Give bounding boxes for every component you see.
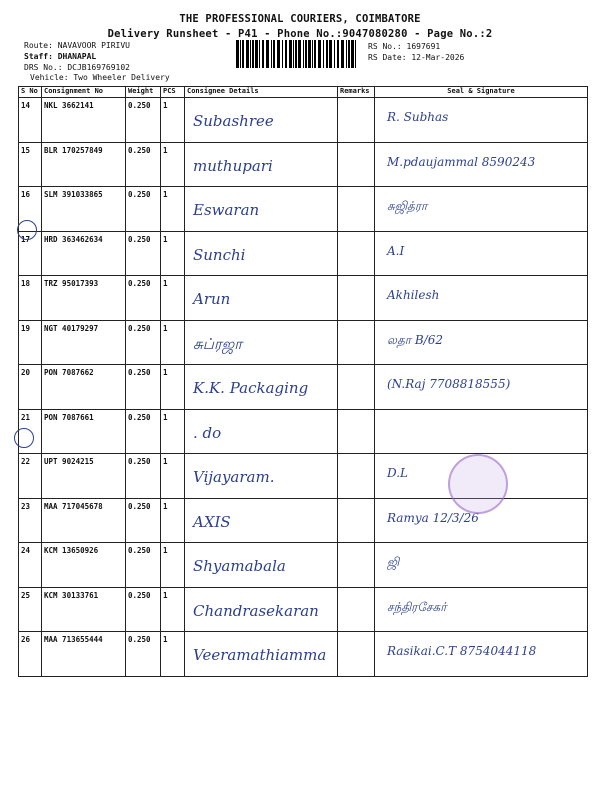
- barcode-bar: [293, 40, 294, 68]
- cell-consignee: [185, 632, 338, 677]
- cell-consignee-text: Veeramathiamma: [193, 646, 327, 664]
- cell-weight: [126, 454, 161, 499]
- cell-signature: [375, 320, 588, 365]
- cell-weight: [126, 409, 161, 454]
- cell-signature-text: லதா B/62: [387, 332, 443, 347]
- table-row: [19, 231, 588, 276]
- cell-consignment-no: [42, 543, 126, 588]
- vehicle-label: Vehicle: Two Wheeler Delivery: [30, 73, 170, 82]
- cell-consignee: [185, 98, 338, 143]
- cell-consignee: [185, 320, 338, 365]
- table-header-row: [19, 87, 588, 98]
- cell-sno: [19, 276, 42, 321]
- barcode-bar: [318, 40, 321, 68]
- cell-consignment-no-text: KCM 13650926: [44, 546, 99, 555]
- cell-pcs: [161, 454, 185, 499]
- cell-pcs-text: 1: [163, 145, 168, 155]
- barcode-bar: [289, 40, 292, 68]
- cell-sno: [19, 632, 42, 677]
- cell-consignee-text: Sunchi: [193, 245, 246, 264]
- circled-mark-17: [17, 220, 37, 240]
- cell-weight-text: 0.250: [128, 323, 151, 333]
- column-header-weight: Weight: [126, 87, 161, 98]
- table-row: [19, 142, 588, 187]
- cell-remarks: [338, 543, 375, 588]
- cell-consignment-no: [42, 632, 126, 677]
- rs-number: RS No.: 1697691: [368, 42, 441, 51]
- cell-signature: [375, 98, 588, 143]
- cell-sno-text: 14: [21, 101, 31, 110]
- barcode-bar: [259, 40, 260, 68]
- cell-sno: [19, 142, 42, 187]
- cell-weight-text: 0.250: [128, 412, 151, 422]
- cell-pcs: [161, 498, 185, 543]
- cell-sno: [19, 498, 42, 543]
- cell-remarks: [338, 320, 375, 365]
- cell-signature: [375, 276, 588, 321]
- cell-consignee-text: K.K. Packaging: [193, 379, 309, 397]
- barcode-bar: [326, 40, 328, 68]
- table-row: [19, 543, 588, 588]
- cell-consignment-no: [42, 320, 126, 365]
- cell-weight-text: 0.250: [128, 368, 151, 377]
- cell-sno-text: 22: [21, 457, 31, 466]
- cell-consignee-text: . do: [193, 423, 222, 442]
- cell-pcs-text: 1: [163, 279, 168, 288]
- barcode-bar: [252, 40, 254, 68]
- cell-signature: [375, 231, 588, 276]
- column-header-consignment: Consignment No: [42, 87, 126, 98]
- barcode-bar: [312, 40, 313, 68]
- barcode-bar: [346, 40, 347, 68]
- cell-consignee-text: Chandrasekaran: [193, 601, 319, 620]
- cell-consignment-no: [42, 231, 126, 276]
- cell-weight: [126, 142, 161, 187]
- barcode-bar: [271, 40, 272, 68]
- cell-remarks: [338, 587, 375, 632]
- barcode-bar: [262, 40, 264, 68]
- cell-sno-text: 16: [21, 190, 31, 199]
- barcode-bar: [355, 40, 356, 68]
- cell-weight-text: 0.250: [128, 501, 151, 511]
- table-row: [19, 187, 588, 232]
- barcode-bar: [298, 40, 301, 68]
- staff-label: Staff: DHANAPAL: [24, 52, 97, 61]
- cell-consignee-text: Eswaran: [193, 201, 260, 219]
- cell-consignee: [185, 231, 338, 276]
- cell-remarks: [338, 409, 375, 454]
- table-row: [19, 276, 588, 321]
- cell-signature-text: A.I: [387, 243, 405, 258]
- cell-consignment-no: [42, 498, 126, 543]
- cell-signature: [375, 365, 588, 410]
- cell-pcs-text: 1: [163, 635, 168, 644]
- cell-remarks: [338, 498, 375, 543]
- table-row: [19, 409, 588, 454]
- cell-consignment-no: [42, 454, 126, 499]
- cell-signature: [375, 409, 588, 454]
- cell-consignee: [185, 498, 338, 543]
- cell-consignee-text: Arun: [193, 290, 231, 308]
- barcode-bar: [282, 40, 283, 68]
- cell-pcs-text: 1: [163, 101, 168, 110]
- cell-pcs: [161, 587, 185, 632]
- barcode-bar: [308, 40, 311, 68]
- cell-weight-text: 0.250: [128, 279, 151, 288]
- barcode-bar: [250, 40, 251, 68]
- table-row: [19, 98, 588, 143]
- cell-consignee: [185, 142, 338, 187]
- cell-sno-text: 18: [21, 279, 31, 288]
- cell-pcs-text: 1: [163, 501, 168, 511]
- table-row: [19, 632, 588, 677]
- drs-number: DRS No.: DCJB169769102: [24, 63, 130, 72]
- cell-remarks: [338, 276, 375, 321]
- cell-consignment-no-text: PON 7087662: [44, 368, 94, 377]
- cell-consignment-no-text: SLM 391033865: [44, 190, 103, 199]
- document-subtitle: Delivery Runsheet - P41 - Phone No.:9047080280 - Page No.:2: [107, 28, 493, 40]
- cell-consignee-text: Vijayaram.: [193, 468, 275, 486]
- cell-consignment-no: [42, 365, 126, 410]
- cell-sno-text: 26: [21, 635, 31, 644]
- cell-weight: [126, 276, 161, 321]
- cell-signature: [375, 632, 588, 677]
- cell-consignment-no-text: TRZ 95017393: [44, 279, 99, 288]
- cell-sno-text: 19: [21, 323, 31, 333]
- rs-date: RS Date: 12-Mar-2026: [368, 53, 465, 62]
- cell-consignment-no: [42, 587, 126, 632]
- cell-weight: [126, 498, 161, 543]
- barcode-bar: [305, 40, 307, 68]
- cell-consignee: [185, 543, 338, 588]
- barcode-bar: [337, 40, 339, 68]
- table-row: [19, 587, 588, 632]
- barcode-bar: [341, 40, 344, 68]
- barcode-bar: [303, 40, 304, 68]
- cell-weight-text: 0.250: [128, 234, 151, 244]
- cell-remarks: [338, 98, 375, 143]
- cell-pcs-text: 1: [163, 412, 168, 422]
- barcode-bar: [240, 40, 241, 68]
- cell-sno-text: 20: [21, 368, 31, 377]
- cell-signature-text: [377, 410, 387, 422]
- cell-consignee: [185, 409, 338, 454]
- table-row: [19, 498, 588, 543]
- cell-sno-text: 25: [21, 590, 31, 600]
- cell-weight-text: 0.250: [128, 190, 151, 199]
- cell-remarks: [338, 454, 375, 499]
- cell-remarks: [338, 231, 375, 276]
- circled-mark-22: [14, 428, 34, 448]
- barcode-bar: [334, 40, 335, 68]
- cell-weight: [126, 543, 161, 588]
- barcode-bar: [285, 40, 287, 68]
- cell-consignment-no: [42, 142, 126, 187]
- delivery-table: [18, 86, 588, 677]
- cell-weight-text: 0.250: [128, 590, 151, 600]
- cell-consignee-text: muthupari: [193, 156, 273, 175]
- cell-pcs-text: 1: [163, 590, 168, 600]
- cell-sno-text: 15: [21, 145, 31, 155]
- cell-signature-text: சுஜித்ரா: [387, 199, 428, 213]
- cell-consignment-no-text: UPT 9024215: [44, 457, 94, 466]
- cell-consignment-no-text: KCM 30133761: [44, 590, 99, 600]
- cell-consignee-text: Shyamabala: [193, 557, 286, 575]
- cell-pcs-text: 1: [163, 190, 168, 199]
- cell-pcs-text: 1: [163, 368, 168, 377]
- cell-consignment-no: [42, 276, 126, 321]
- barcode-bar: [295, 40, 297, 68]
- cell-sno-text: 17: [21, 234, 31, 244]
- cell-weight: [126, 98, 161, 143]
- cell-sno: [19, 454, 42, 499]
- cell-remarks: [338, 187, 375, 232]
- barcode-bar: [277, 40, 280, 68]
- route-label: Route: NAVAVOOR PIRIVU: [24, 41, 130, 50]
- cell-consignee-text: AXIS: [193, 512, 231, 531]
- document-title: THE PROFESSIONAL COURIERS, COIMBATORE: [179, 13, 421, 25]
- cell-consignment-no-text: HRD 363462634: [44, 234, 103, 244]
- cell-pcs: [161, 98, 185, 143]
- cell-weight-text: 0.250: [128, 101, 151, 110]
- column-header-sno: S No: [19, 87, 42, 98]
- cell-sno-text: 21: [21, 412, 31, 422]
- cell-consignment-no-text: NKL 3662141: [44, 101, 94, 110]
- cell-weight: [126, 231, 161, 276]
- barcode-bar: [242, 40, 244, 68]
- cell-signature: [375, 587, 588, 632]
- cell-consignment-no-text: BLR 170257849: [44, 145, 103, 155]
- cell-pcs: [161, 187, 185, 232]
- barcode-bar: [348, 40, 350, 68]
- cell-pcs: [161, 409, 185, 454]
- cell-weight-text: 0.250: [128, 635, 151, 644]
- column-header-pcs: PCS: [161, 87, 185, 98]
- cell-pcs: [161, 632, 185, 677]
- table-row: [19, 365, 588, 410]
- cell-weight-text: 0.250: [128, 546, 151, 555]
- cell-sno-text: 24: [21, 546, 31, 555]
- cell-pcs-text: 1: [163, 234, 168, 244]
- cell-consignment-no: [42, 409, 126, 454]
- cell-signature-text: M.pdaujammal 8590243: [387, 154, 536, 169]
- cell-consignment-no-text: NGT 40179297: [44, 323, 99, 333]
- cell-signature-text: Rasikai.C.T 8754044118: [387, 644, 537, 658]
- cell-signature: [375, 543, 588, 588]
- cell-consignment-no: [42, 187, 126, 232]
- cell-pcs: [161, 320, 185, 365]
- cell-consignee-text: சுப்ரஜா: [193, 334, 243, 353]
- column-header-consignee: Consignee Details: [185, 87, 338, 98]
- barcode-bar: [236, 40, 239, 68]
- cell-signature-text: Akhilesh: [387, 288, 440, 302]
- cell-signature-text: ஜி: [387, 555, 400, 569]
- cell-pcs-text: 1: [163, 457, 168, 466]
- cell-signature-text: சந்திரசேகர்: [387, 599, 447, 614]
- seal-stamp: [448, 454, 508, 514]
- column-header-signature: Seal & Signature: [375, 87, 588, 98]
- cell-pcs: [161, 231, 185, 276]
- cell-pcs: [161, 365, 185, 410]
- cell-signature-text: Ramya 12/3/26: [387, 510, 479, 525]
- cell-signature: [375, 187, 588, 232]
- cell-pcs: [161, 543, 185, 588]
- cell-signature-text: (N.Raj 7708818555): [387, 377, 511, 391]
- barcode-bar: [266, 40, 269, 68]
- barcode: [236, 40, 360, 68]
- cell-sno: [19, 98, 42, 143]
- cell-pcs-text: 1: [163, 323, 168, 333]
- cell-consignee: [185, 187, 338, 232]
- cell-sno-text: 23: [21, 501, 31, 511]
- cell-weight: [126, 587, 161, 632]
- cell-consignee: [185, 365, 338, 410]
- cell-sno: [19, 365, 42, 410]
- cell-consignee: [185, 276, 338, 321]
- cell-weight: [126, 632, 161, 677]
- cell-consignee-text: Subashree: [193, 112, 274, 130]
- cell-consignment-no: [42, 98, 126, 143]
- cell-consignment-no-text: MAA 713655444: [44, 635, 103, 644]
- cell-sno: [19, 320, 42, 365]
- cell-pcs: [161, 142, 185, 187]
- barcode-bar: [351, 40, 354, 68]
- barcode-bar: [329, 40, 332, 68]
- barcode-bar: [314, 40, 316, 68]
- cell-signature-text: D.L: [387, 466, 408, 480]
- barcode-bar: [255, 40, 258, 68]
- table-row: [19, 320, 588, 365]
- cell-pcs: [161, 276, 185, 321]
- cell-pcs-text: 1: [163, 546, 168, 555]
- cell-weight-text: 0.250: [128, 457, 151, 466]
- cell-consignment-no-text: MAA 717045678: [44, 501, 103, 511]
- barcode-bar: [246, 40, 249, 68]
- column-header-remarks: Remarks: [338, 87, 375, 98]
- cell-remarks: [338, 142, 375, 187]
- cell-consignee: [185, 454, 338, 499]
- barcode-bar: [323, 40, 324, 68]
- cell-weight: [126, 365, 161, 410]
- cell-weight: [126, 187, 161, 232]
- barcode-bar: [273, 40, 275, 68]
- cell-weight: [126, 320, 161, 365]
- cell-remarks: [338, 632, 375, 677]
- cell-sno: [19, 543, 42, 588]
- cell-signature-text: R. Subhas: [387, 110, 449, 124]
- cell-signature: [375, 142, 588, 187]
- cell-consignee: [185, 587, 338, 632]
- cell-remarks: [338, 365, 375, 410]
- cell-weight-text: 0.250: [128, 145, 151, 155]
- cell-sno: [19, 587, 42, 632]
- cell-consignment-no-text: PON 7087661: [44, 412, 94, 422]
